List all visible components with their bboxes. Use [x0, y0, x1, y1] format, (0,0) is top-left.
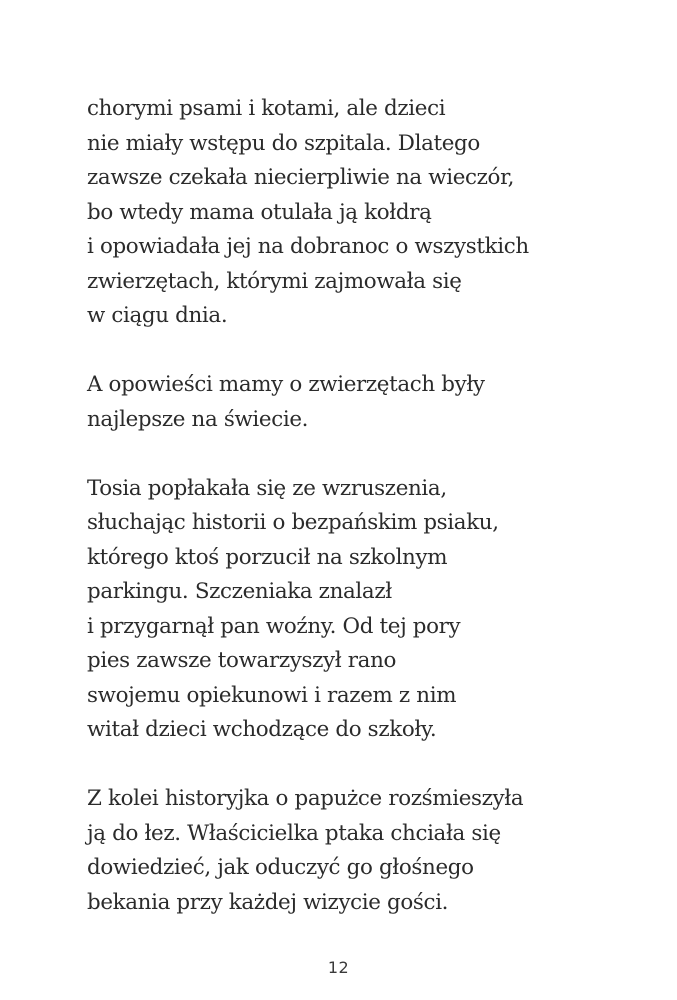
text-line: Z kolei historyjka o papużce rozśmieszyła	[87, 786, 524, 811]
text-line: słuchając historii o bezpańskim psiaku,	[87, 510, 499, 535]
page-body	[87, 92, 647, 955]
text-line: zwierzętach, którymi zajmowała się	[87, 268, 462, 294]
text-line: ją do łez. Właścicielka ptaka chciała się	[87, 820, 501, 846]
text-line: zawsze czekała niecierpliwie na wieczór,	[87, 165, 515, 190]
text-line: dowiedzieć, jak oduczyć go głośnego	[87, 855, 474, 880]
page-number: 12	[327, 958, 350, 977]
text-line: i przygarnął pan woźny. Od tej pory	[87, 613, 461, 639]
paragraph-3	[87, 472, 647, 748]
text-line: nie miały wstępu do szpitala. Dlatego	[87, 130, 480, 156]
text-line: pies zawsze towarzyszył rano	[87, 648, 397, 673]
text-line: bekania przy każdej wizycie gości.	[87, 889, 449, 915]
text-line: bo wtedy mama otulała ją kołdrą	[87, 199, 432, 225]
text-line: witał dzieci wchodzące do szkoły.	[87, 717, 437, 742]
text-line: chorymi psami i kotami, ale dzieci	[87, 96, 446, 121]
text-line: i opowiadała jej na dobranoc o wszystkich	[87, 234, 529, 259]
text-line: parkingu. Szczeniaka znalazł	[87, 579, 392, 604]
text-line: którego ktoś porzucił na szkolnym	[87, 544, 448, 570]
text-line: najlepsze na świecie.	[87, 406, 309, 432]
text-line: A opowieści mamy o zwierzętach były	[87, 372, 485, 397]
text-line: Tosia popłakała się ze wzruszenia,	[87, 475, 447, 501]
paragraph-2	[87, 368, 647, 437]
paragraph-4	[87, 782, 647, 920]
text-line: swojemu opiekunowi i razem z nim	[87, 682, 457, 708]
paragraph-1	[87, 92, 647, 334]
text-line: w ciągu dnia.	[87, 303, 228, 328]
